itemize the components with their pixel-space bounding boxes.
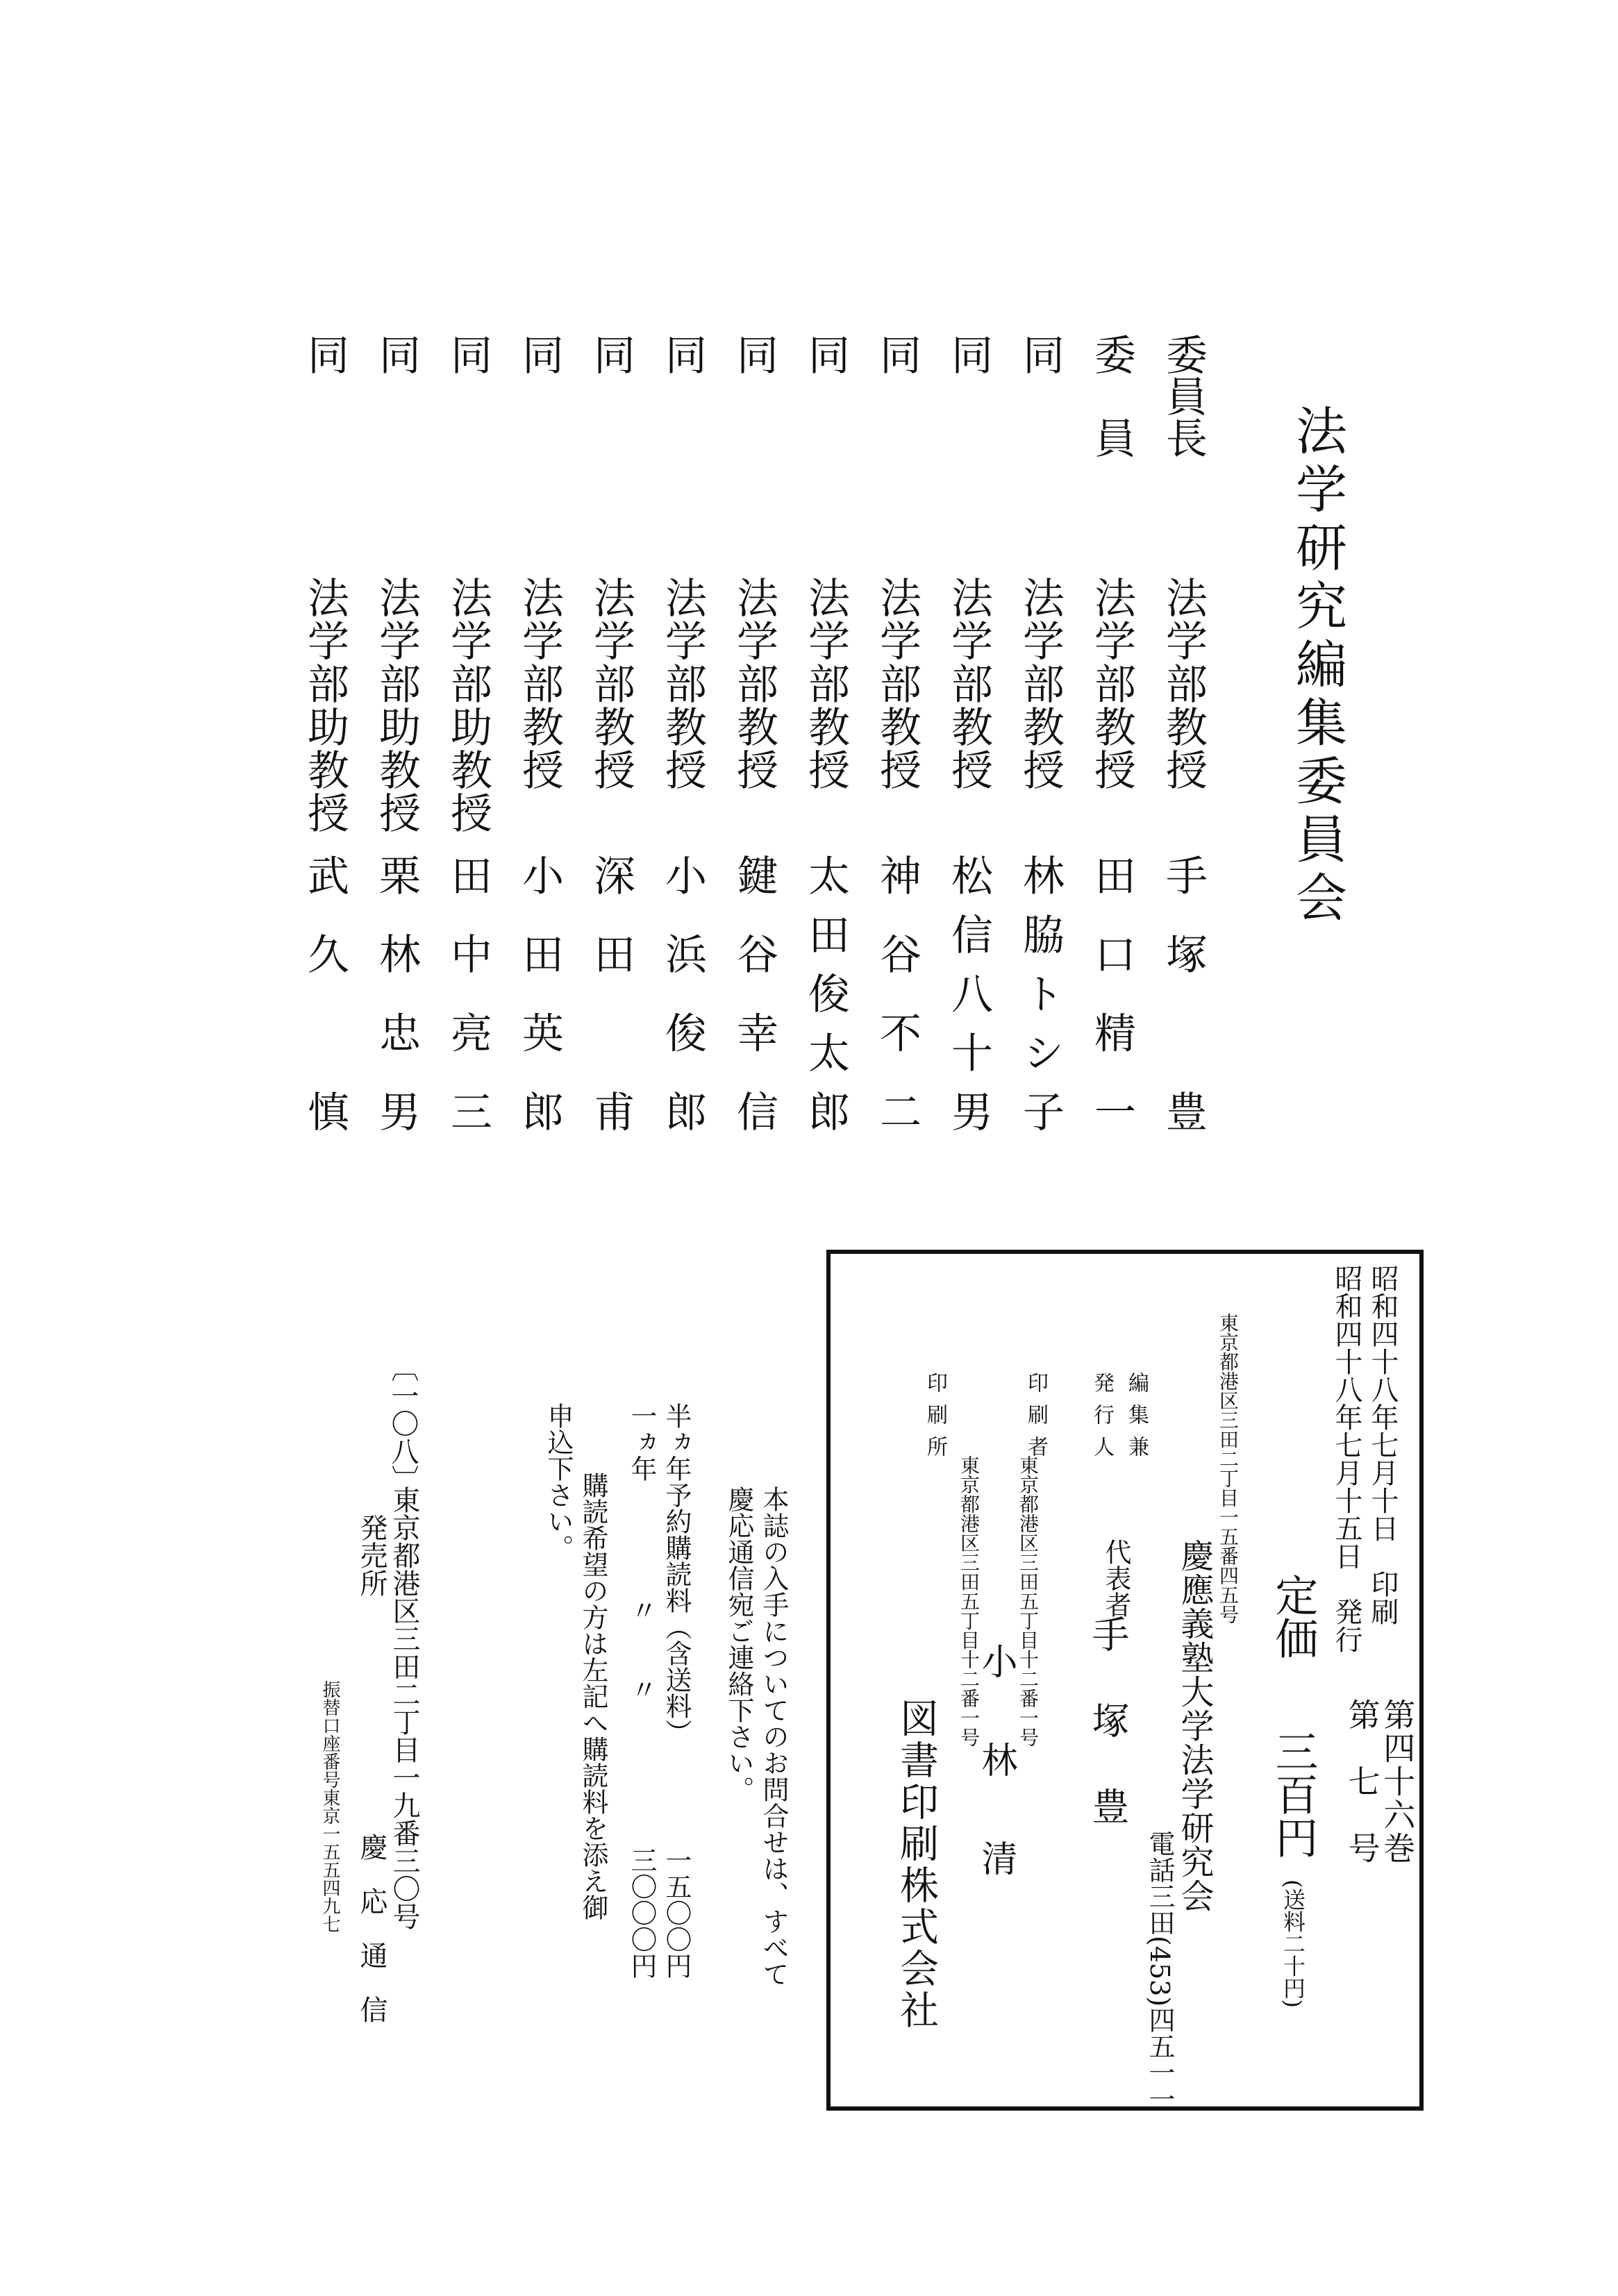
label-editor: 編集兼: [1124, 1372, 1149, 1468]
member-affiliation: 法学部教授: [1016, 576, 1065, 791]
label-printer: 印刷者: [1024, 1372, 1048, 1468]
member-role: 同: [444, 333, 492, 375]
plant-address: 東京都港区三田五丁目十二番一号: [958, 1455, 981, 1747]
committee-member: [431, 326, 492, 1139]
label-plant: 印刷所: [923, 1372, 947, 1468]
member-name: 手塚 豊: [1159, 854, 1208, 1132]
member-role: 同: [301, 333, 349, 375]
member-name: 林脇トシ子: [1016, 854, 1065, 1132]
member-role: 同: [801, 333, 850, 375]
member-name: 神谷不二: [873, 854, 921, 1132]
editor-role-note: 代表者: [1101, 1539, 1131, 1618]
member-role: 同: [873, 333, 921, 375]
subscription-half-year: 半ヵ年予約購読料（含送料）: [661, 1402, 692, 1745]
member-name: 栗林忠男: [372, 854, 421, 1132]
price-line: [1268, 1573, 1319, 2009]
member-affiliation: 法学部教授: [1159, 576, 1208, 791]
apply-notice-cont: 申込下さい。: [543, 1402, 574, 1561]
member-name: 太田俊太郎: [801, 854, 850, 1132]
inquiry-notice-cont: 慶応通信宛ご連絡下さい。: [724, 1486, 754, 1802]
member-role: 同: [658, 333, 707, 375]
member-affiliation: 法学部教授: [944, 576, 993, 791]
printer-name: 小林清: [975, 1643, 1017, 1938]
member-name: 松信八十男: [944, 854, 993, 1132]
member-name: 深田 甫: [587, 854, 635, 1132]
member-name: 武久 慎: [301, 854, 349, 1132]
committee-member: [931, 326, 993, 1139]
member-role: 同: [587, 333, 635, 375]
member-name: 田口精一: [1087, 854, 1136, 1132]
member-affiliation: 法学部教授: [658, 576, 707, 791]
committee-member: [1074, 326, 1136, 1139]
committee-member: [502, 326, 564, 1139]
print-date: 昭和四十八年七月十日 印刷: [1367, 1264, 1399, 1625]
subscription-year-price: 三〇〇〇円: [626, 1847, 657, 1979]
editor-phone: 電話三田(453)四五一一: [1144, 1830, 1175, 2113]
seller-address: 東京都港区三田二丁目一九番三〇号: [388, 1486, 420, 1930]
issue-date: 昭和四十八年七月十五日 発行: [1331, 1264, 1362, 1653]
price-note: (送料二十円): [1280, 1879, 1306, 2009]
committee-member: [1146, 326, 1208, 1139]
apply-notice: 購読希望の方は左記へ購読料を添え御: [578, 1472, 608, 1920]
member-affiliation: 法学部教授: [1087, 576, 1136, 791]
member-affiliation: 法学部助教授: [444, 576, 492, 835]
label-publisher: 発行人: [1090, 1372, 1114, 1468]
seller-label: 発売所: [356, 1514, 387, 1597]
seller-name: 慶応通信: [356, 1833, 387, 2050]
member-name: 鍵谷幸信: [730, 854, 778, 1132]
issue-number: 第 七 号: [1343, 1698, 1381, 1865]
inquiry-notice: 本誌の入手についてのお問合せは、すべて: [758, 1486, 789, 1987]
committee-member: [359, 326, 421, 1139]
volume-issue: [1344, 1698, 1415, 1865]
member-role: 同: [944, 333, 993, 375]
editor-address: 東京都港区三田二丁目一五番四五号: [1217, 1313, 1240, 1624]
committee-member: [574, 326, 635, 1139]
member-name: 田中亮三: [444, 854, 492, 1132]
committee-title: 法学研究編集委員会: [1287, 404, 1347, 929]
member-name: 小田英郎: [515, 854, 564, 1132]
member-role: 委 員: [1087, 333, 1136, 458]
member-affiliation: 法学部助教授: [301, 576, 349, 835]
member-affiliation: 法学部教授: [873, 576, 921, 791]
price-value: 三百円: [1268, 1729, 1319, 1859]
price-label: 定価: [1268, 1573, 1319, 1659]
printer-address: 東京都港区三田五丁目十二番一号: [1017, 1455, 1040, 1747]
member-affiliation: 法学部助教授: [372, 576, 421, 835]
subscription-year-ditto: 〃 〃: [626, 1597, 657, 1702]
volume: 第四十六巻: [1378, 1698, 1417, 1865]
member-affiliation: 法学部教授: [730, 576, 778, 791]
postal-code: 〔一〇八〕: [387, 1354, 419, 1493]
subscription-year: 一ヵ年: [626, 1402, 657, 1482]
member-name: 小浜俊郎: [658, 854, 707, 1132]
committee-member: [717, 326, 778, 1139]
transfer-account: 振替口座番号東京一五五四九七: [319, 1680, 340, 1933]
subscription-half-year-price: 一五〇〇円: [661, 1847, 692, 1979]
editor-organization: 慶應義塾大学法学研究会: [1175, 1539, 1214, 1913]
colophon-box: [826, 1250, 1424, 2111]
committee-member: [645, 326, 707, 1139]
member-affiliation: 法学部教授: [801, 576, 850, 791]
member-role: 委員長: [1159, 333, 1208, 458]
committee-member: [788, 326, 850, 1139]
member-role: 同: [1016, 333, 1065, 375]
member-role: 同: [730, 333, 778, 375]
committee-member: [287, 326, 349, 1139]
member-role: 同: [515, 333, 564, 375]
member-affiliation: 法学部教授: [587, 576, 635, 791]
committee-member: [860, 326, 921, 1139]
editor-name: 手塚豊: [1086, 1615, 1130, 1873]
plant-name: 図書印刷株式会社: [894, 1698, 939, 2031]
committee-member: [1003, 326, 1065, 1139]
member-affiliation: 法学部教授: [515, 576, 564, 791]
member-role: 同: [372, 333, 421, 375]
